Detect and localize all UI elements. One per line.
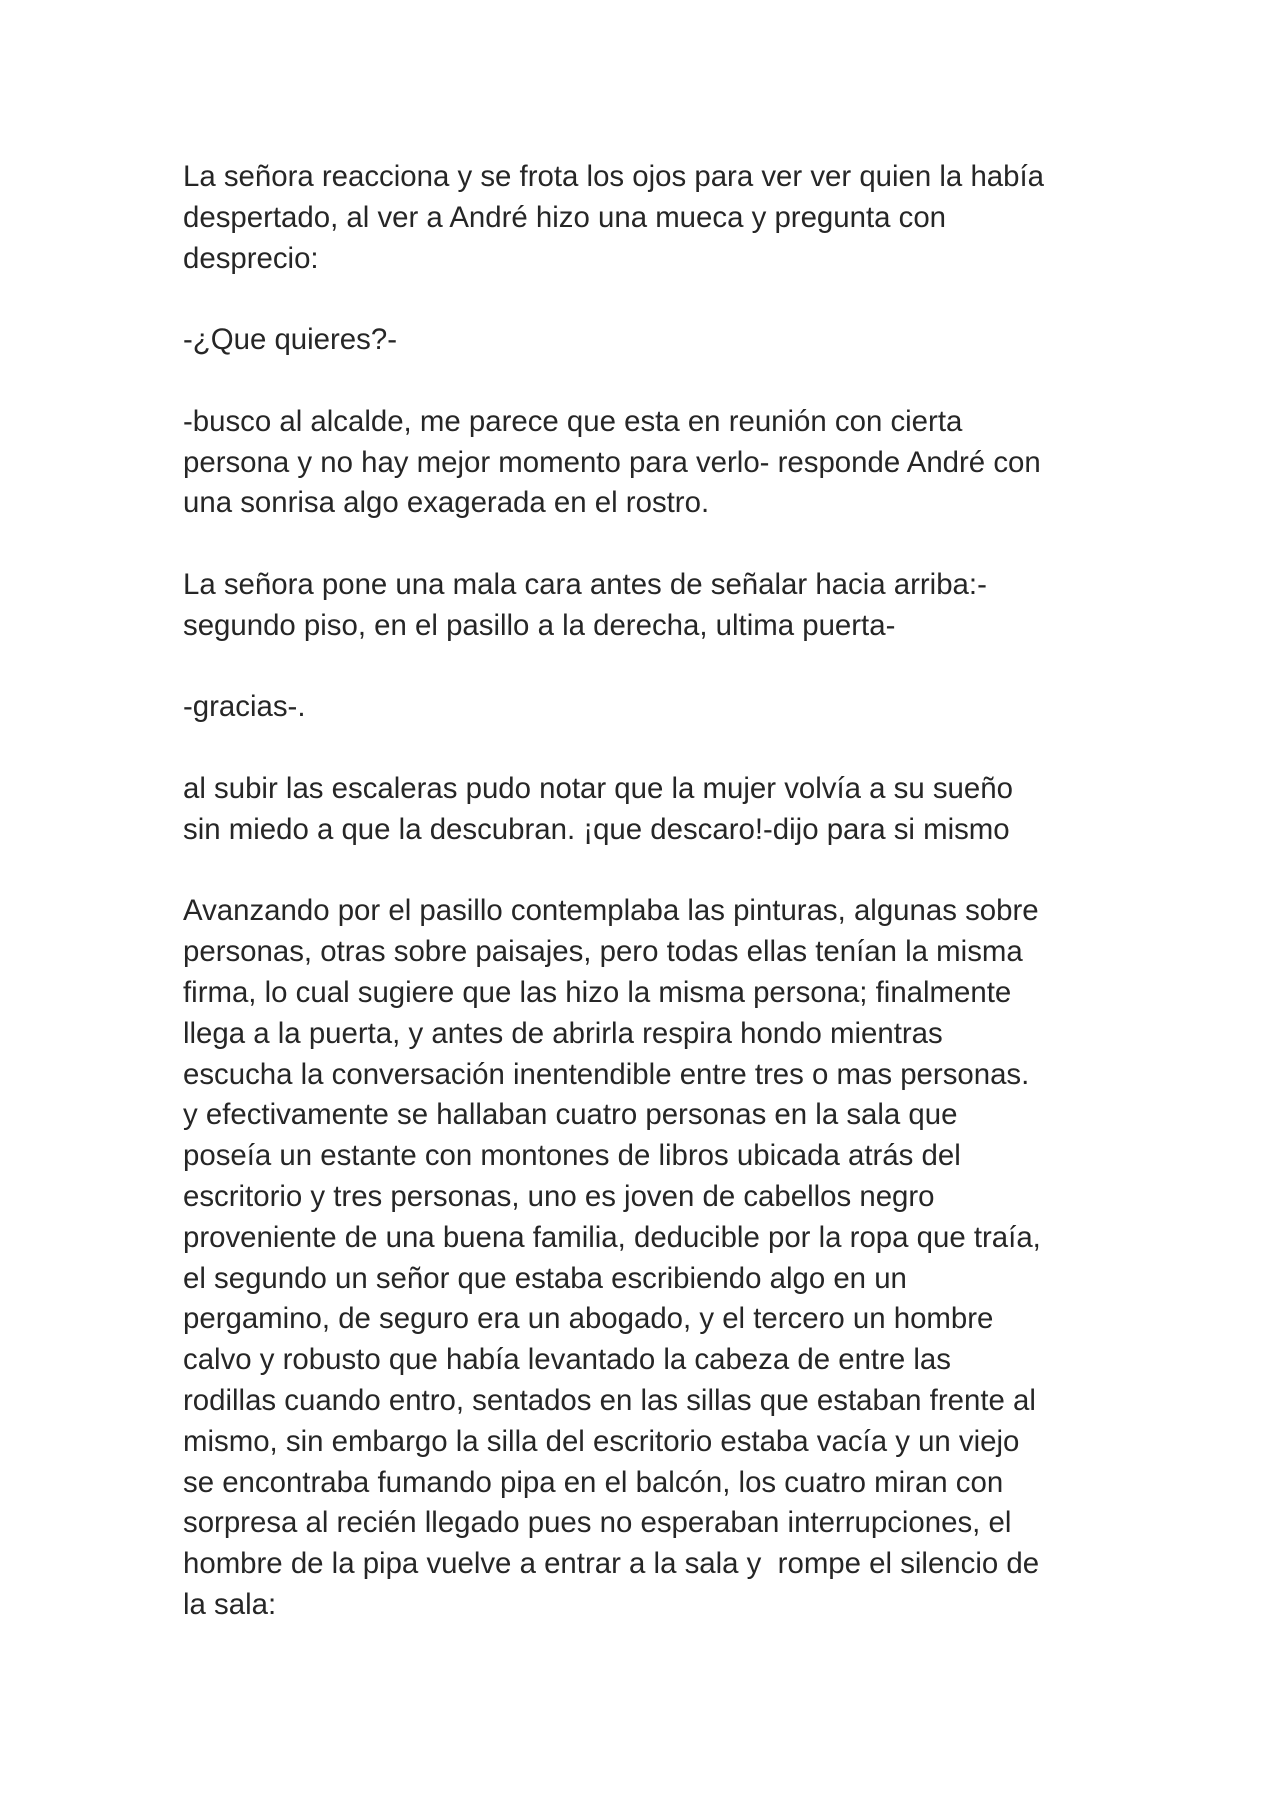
text-line: proveniente de una buena familia, deducible por la ropa que traía, [183, 1220, 1041, 1254]
text-line: firma, lo cual sugiere que las hizo la misma persona; finalmente [183, 975, 1012, 1009]
text-line: Avanzando por el pasillo contemplaba las pinturas, algunas sobre [183, 894, 1039, 928]
text-line: la sala: [183, 1587, 277, 1621]
text-line: poseía un estante con montones de libros ubicada atrás del [183, 1139, 961, 1173]
text-line: escritorio y tres personas, uno es joven de cabellos negro [183, 1179, 935, 1213]
text-line: desprecio: [183, 241, 319, 275]
text-line: La señora pone una mala cara antes de señalar hacia arriba:- [183, 567, 987, 601]
text-line: escucha la conversación inentendible entre tres o mas personas. [183, 1057, 1030, 1091]
text-line: pergamino, de seguro era un abogado, y el tercero un hombre [183, 1302, 994, 1336]
text-line: mismo, sin embargo la silla del escritorio estaba vacía y un viejo [183, 1424, 1020, 1458]
text-line: La señora reacciona y se frota los ojos para ver ver quien la había [183, 160, 1044, 193]
text-line: calvo y robusto que había levantado la cabeza de entre las [183, 1343, 951, 1377]
text-line: -gracias-. [183, 690, 306, 724]
text-line: -busco al alcalde, me parece que esta en reunión con cierta [183, 404, 963, 438]
text-line: sin miedo a que la descubran. ¡que descaro!-dijo para si mismo [183, 812, 1010, 846]
text-line: hombre de la pipa vuelve a entrar a la sala y rompe el silencio de [183, 1547, 1040, 1581]
paragraph-6 [183, 769, 1123, 851]
text-line: al subir las escaleras pudo notar que la mujer volvía a su sueño [183, 771, 1013, 805]
text-line: el segundo un señor que estaba escribiendo algo en un [183, 1261, 907, 1295]
text-line: una sonrisa algo exagerada en el rostro. [183, 486, 710, 520]
paragraph-2 [183, 320, 1123, 361]
text-line: despertado, al ver a André hizo una mueca y pregunta con [183, 200, 947, 234]
text-line: -¿Que quieres?- [183, 323, 397, 357]
paragraph-7 [183, 891, 1123, 1625]
text-line: llega a la puerta, y antes de abrirla respira hondo mientras [183, 1016, 943, 1050]
text-line: sorpresa al recién llegado pues no esperaban interrupciones, el [183, 1506, 1012, 1540]
paragraph-1 [183, 157, 1123, 279]
paragraph-3 [183, 402, 1123, 524]
text-line: personas, otras sobre paisajes, pero todas ellas tenían la misma [183, 935, 1023, 969]
document-body [183, 157, 1123, 1666]
paragraph-5 [183, 687, 1123, 728]
text-line: persona y no hay mejor momento para verlo- responde André con [183, 445, 1041, 479]
text-line: segundo piso, en el pasillo a la derecha, ultima puerta- [183, 608, 896, 642]
text-line: y efectivamente se hallaban cuatro personas en la sala que [183, 1098, 958, 1132]
paragraph-4 [183, 565, 1123, 647]
text-line: rodillas cuando entro, sentados en las sillas que estaban frente al [183, 1383, 1036, 1417]
text-line: se encontraba fumando pipa en el balcón, los cuatro miran con [183, 1465, 1004, 1499]
